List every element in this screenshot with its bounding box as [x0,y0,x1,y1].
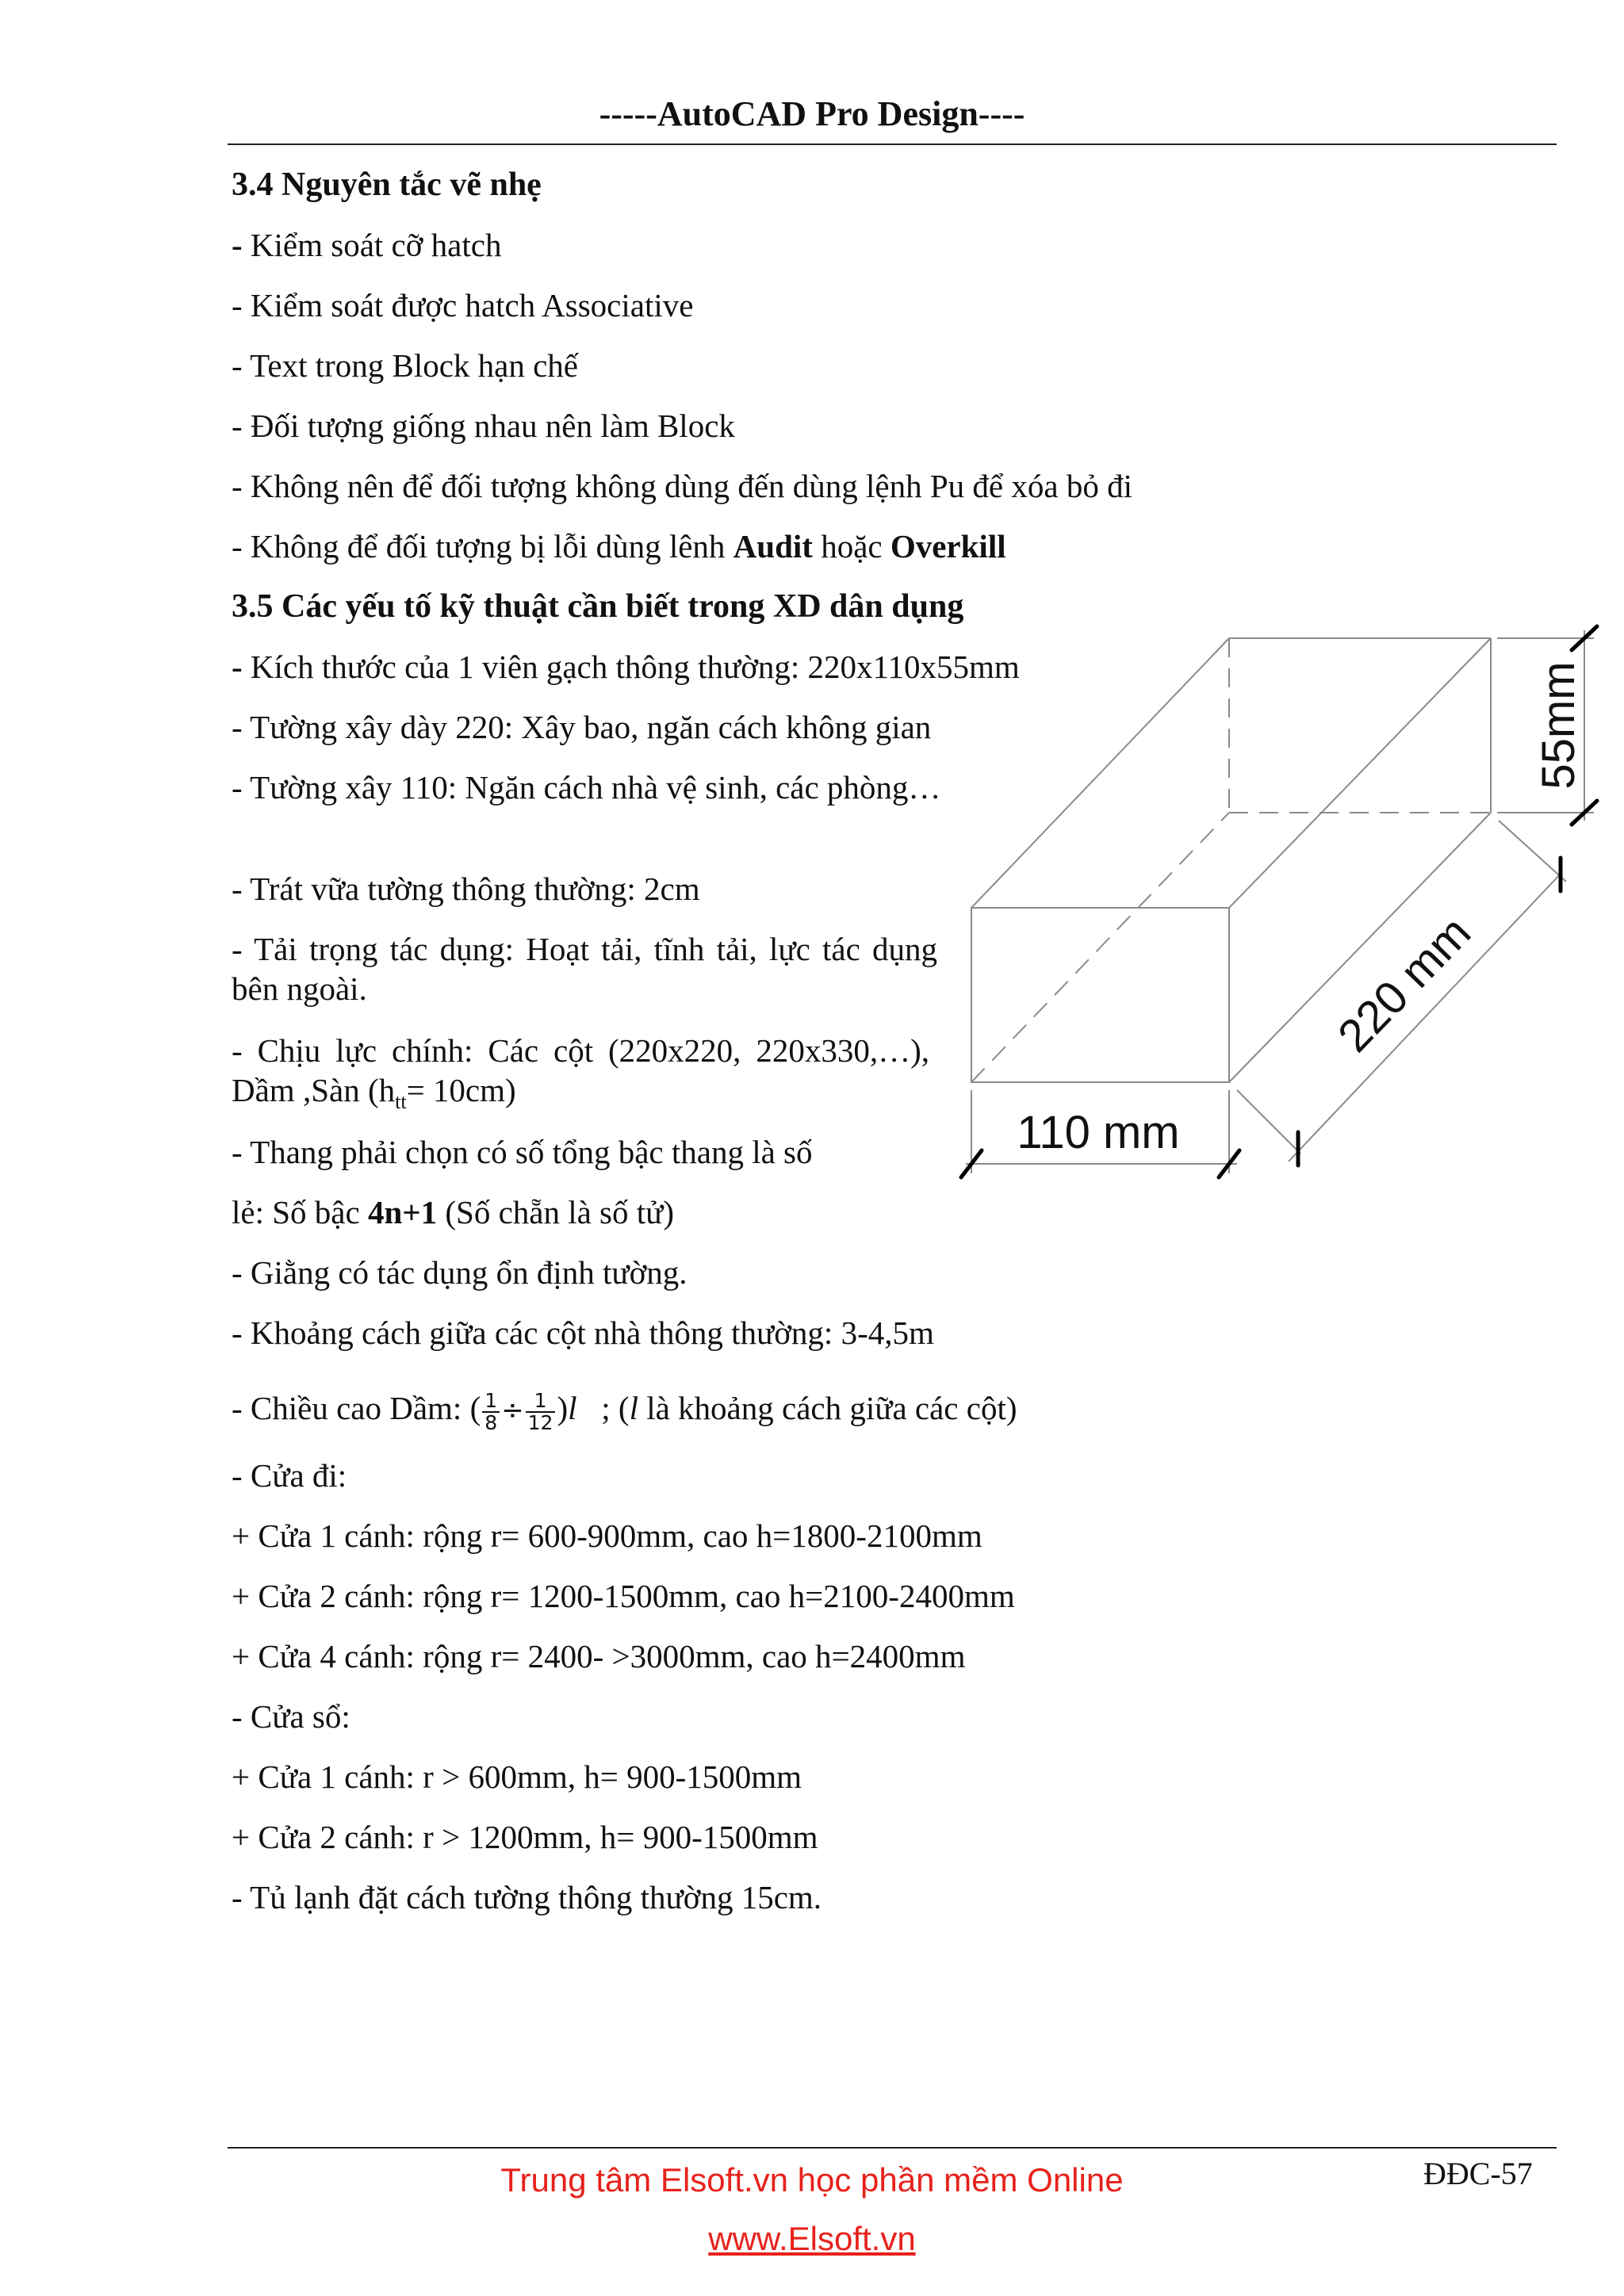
list-item: - Không nên để đối tượng không dùng đến dùng lệnh Pu để xóa bỏ đi [232,468,1132,504]
section-3-4-title: 3.4 Nguyên tắc vẽ nhẹ [232,166,542,203]
list-item: + Cửa 2 cánh: r > 1200mm, h= 900-1500mm [232,1819,818,1855]
list-item: - Tủ lạnh đặt cách tường thông thường 15cm. [232,1879,822,1915]
list-item: - Khoảng cách giữa các cột nhà thông thường: 3-4,5m [232,1314,934,1351]
brick-outline [971,638,1491,1082]
brick-edge [971,638,1229,908]
list-item: - Text trong Block hạn chế [232,347,579,384]
list-item: + Cửa 2 cánh: rộng r= 1200-1500mm, cao h=2100-2400mm [232,1578,1015,1614]
footer-center-line: Trung tâm Elsoft.vn học phần mềm Online [500,2161,1124,2198]
list-item: - Giằng có tác dụng ổn định tường. [232,1254,688,1291]
list-item: - Tải trọng tác dụng: Hoạt tải, tĩnh tải, lực tác dụng bên ngoài. [232,931,937,1007]
audit-command: Audit [733,528,813,564]
brick-front-face [971,908,1229,1082]
list-item: + Cửa 1 cánh: r > 600mm, h= 900-1500mm [232,1758,802,1795]
page-header-title: -----AutoCAD Pro Design---- [599,94,1025,133]
dimension-ticks [961,626,1597,1177]
page-number: ĐĐC-57 [1423,2156,1533,2191]
list-item: - Cửa đi: [232,1457,347,1494]
length-dimension-line [1289,872,1562,1161]
footer-url-row [0,2220,1624,2258]
length-dimension-label: 220 mm [1327,906,1481,1062]
dimension-lines [966,630,1594,1173]
list-item: - Trát vữa tường thông thường: 2cm [232,871,700,907]
list-item: - Cửa sổ: [232,1698,350,1735]
list-item-beam-height: - Chiều cao Dầm: ( $\frac{1}{8}$ ÷ $\frac{1}{12}$ )l ; (l là khoảng cách giữa các cột) [232,1388,1017,1434]
overkill-command: Overkill [890,528,1006,564]
list-item: + Cửa 1 cánh: rộng r= 600-900mm, cao h=1800-2100mm [232,1517,982,1554]
brick-hidden-edges [971,638,1491,1082]
section-3-5-title: 3.5 Các yếu tố kỹ thuật cần biết trong XD dân dụng [232,588,964,625]
list-item: - Kiểm soát được hatch Associative [232,287,694,323]
list-item: - Tường xây dày 220: Xây bao, ngăn cách không gian [232,709,932,745]
list-item-audit: - Không để đối tượng bị lỗi dùng lênh Audit hoặc Overkill [232,528,1006,564]
extension-line [1237,1090,1300,1154]
hidden-edge [971,813,1229,1082]
list-item: + Cửa 4 cánh: rộng r= 2400- >3000mm, cao h=2400mm [232,1638,966,1674]
fraction: $\frac{1}{12}$ [526,1391,556,1433]
list-item: lẻ: Số bậc 4n+1 (Số chẵn là số tử) [232,1194,675,1230]
list-item: - Thang phải chọn có số tổng bậc thang là số [232,1134,813,1170]
extension-line [1499,821,1566,882]
list-item: - Đối tượng giống nhau nên làm Block [232,408,735,444]
height-dimension-label: 55mm [1533,661,1584,790]
fraction: $\frac{1}{8}$ [482,1391,500,1433]
list-item: - Kiểm soát cỡ hatch [232,227,502,263]
list-item: - Kích thước của 1 viên gạch thông thường: 220x110x55mm [232,649,1020,685]
list-item-text: Kiểm soát cỡ hatch [250,227,502,263]
brick-edge [1229,638,1491,908]
list-item-bearing: - Chịu lực chính: Các cột (220x220, 220x330,…), Dầm ,Sàn $(h_{tt}= 10cm)$ [232,1032,929,1114]
width-dimension-label: 110 mm [1017,1107,1180,1158]
footer-rule [228,2147,1557,2149]
footer-url-link[interactable]: www.Elsoft.vn [708,2220,916,2257]
list-item: - Tường xây 110: Ngăn cách nhà vệ sinh, các phòng… [232,769,941,806]
